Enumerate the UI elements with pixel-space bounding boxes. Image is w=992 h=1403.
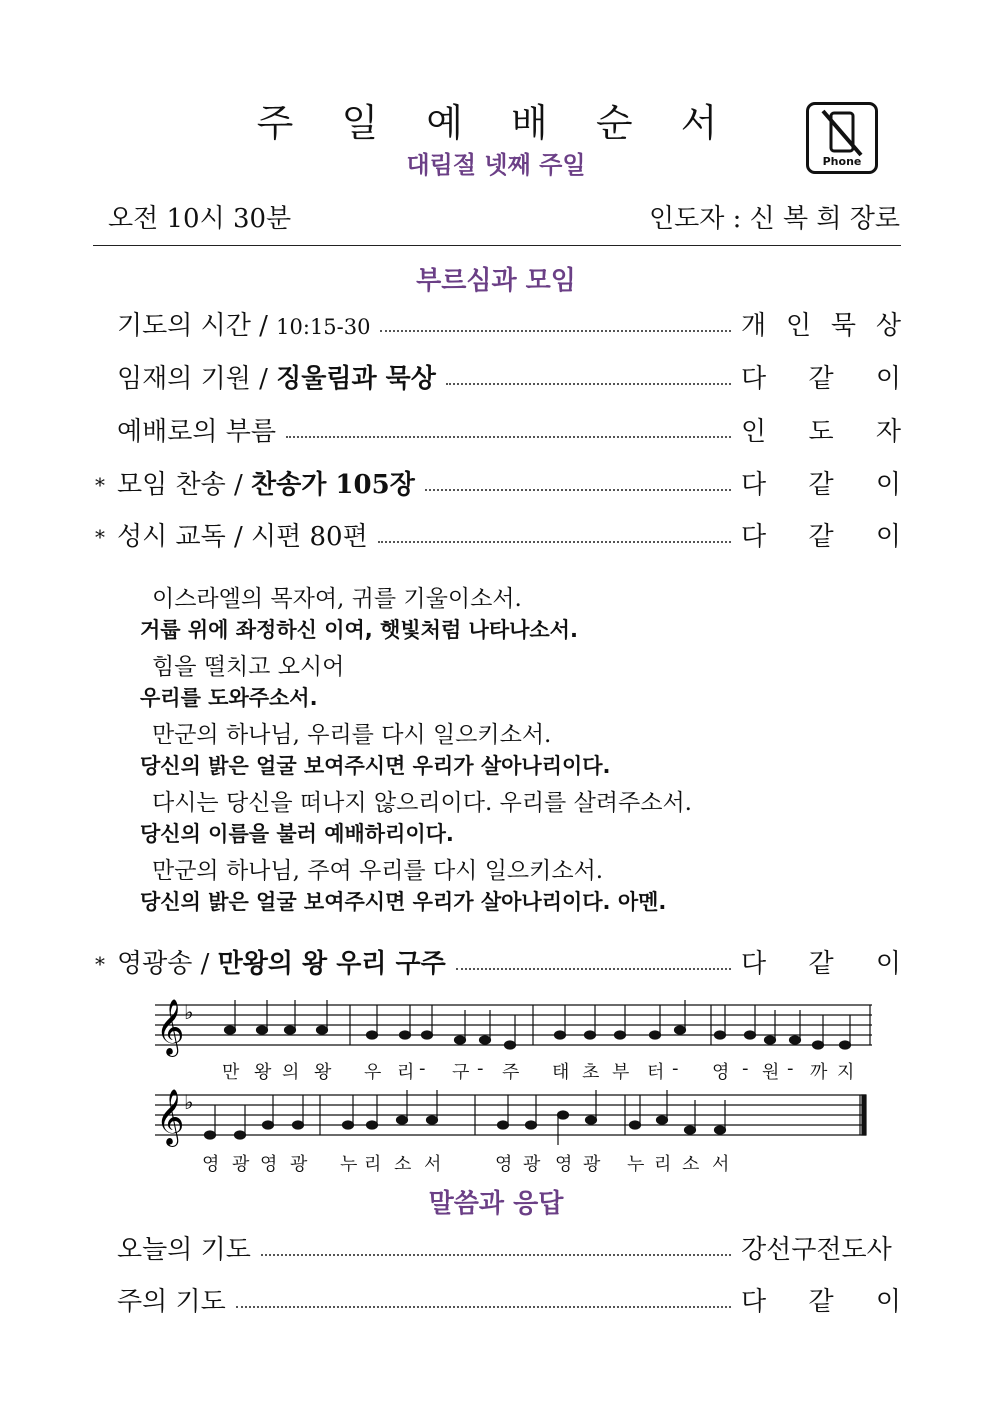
note	[317, 1026, 328, 1034]
hymn-score	[150, 995, 880, 1175]
page-title: 주 일 예 배 순 서	[256, 101, 736, 145]
psalm-line-people: 우리를 도와주소서.	[140, 686, 318, 710]
note	[285, 1026, 296, 1034]
order-item-responder: 개 인 묵 상	[741, 311, 901, 341]
lyric-syllable: 광	[583, 1154, 601, 1175]
psalm-line-leader: 만군의 하나님, 주여 우리를 다시 일으키소서.	[152, 858, 604, 884]
note	[558, 1111, 569, 1119]
psalm-line-leader: 만군의 하나님, 우리를 다시 일으키소서.	[152, 722, 552, 748]
lyric-syllable: 누	[627, 1154, 645, 1175]
note	[367, 1031, 378, 1039]
note	[685, 1126, 696, 1134]
note	[225, 1026, 236, 1034]
lyric-syllable: 주	[502, 1062, 520, 1083]
psalm-line-people: 당신의 이름을 불러 예배하리이다.	[140, 822, 454, 846]
note	[615, 1031, 626, 1039]
order-item-title: 만왕의 왕 우리 구주	[217, 949, 446, 979]
order-item-label: 임재의 기원 / 징울림과 묵상	[117, 364, 436, 394]
page-subtitle: 대림절 넷째 주일	[406, 151, 586, 179]
lyric-syllable: 소	[394, 1154, 412, 1175]
standing-marker: *	[95, 952, 105, 976]
flat-sign: ♭	[184, 1000, 194, 1024]
note	[343, 1121, 354, 1129]
order-item-responder: 인 도 자	[741, 417, 901, 447]
note	[263, 1121, 274, 1129]
lyric-syllable: 리	[364, 1154, 382, 1175]
lyric-syllable: 리	[397, 1062, 415, 1083]
note	[205, 1131, 216, 1139]
order-item-word-1	[95, 1278, 901, 1318]
lyric-syllable: 영	[495, 1154, 513, 1175]
flat-sign: ♭	[184, 1090, 194, 1114]
note	[505, 1041, 516, 1049]
dot-leader	[286, 436, 731, 438]
note	[650, 1031, 661, 1039]
lyric-syllable: 서	[424, 1154, 442, 1175]
no-phone-icon	[806, 102, 878, 174]
phone-label: Phone	[822, 155, 862, 168]
standing-marker: *	[95, 473, 105, 497]
lyric-syllable: 영	[202, 1154, 220, 1175]
note	[813, 1041, 824, 1049]
dot-leader	[236, 1306, 731, 1308]
lyric-syllable: 리	[654, 1154, 672, 1175]
note	[367, 1121, 378, 1129]
dot-leader	[378, 541, 731, 543]
order-item-calling-3	[95, 461, 901, 501]
dot-leader	[380, 330, 731, 332]
psalm-line-leader: 힘을 떨치고 오시어	[152, 654, 345, 680]
note	[293, 1121, 304, 1129]
order-item-label: 성시 교독 / 시편 80편	[117, 522, 368, 552]
psalm-line-people: 당신의 밝은 얼굴 보여주시면 우리가 살아나리이다.	[140, 754, 611, 778]
service-leader: 인도자 : 신 복 희 장로	[648, 204, 900, 234]
note	[422, 1031, 433, 1039]
note	[427, 1116, 438, 1124]
note	[586, 1116, 597, 1124]
lyric-syllable: 왕	[254, 1062, 272, 1083]
order-item-label: 주의 기도	[117, 1287, 226, 1317]
lyric-syllable: 만	[222, 1062, 240, 1083]
section-title-word: 말씀과 응답	[428, 1189, 564, 1219]
note	[526, 1121, 537, 1129]
standing-marker: *	[95, 525, 105, 549]
note	[745, 1031, 756, 1039]
note	[765, 1036, 776, 1044]
header-divider	[93, 245, 901, 246]
lyric-syllable: 누	[340, 1154, 358, 1175]
order-item-responder: 다 같 이	[741, 949, 901, 979]
note	[480, 1036, 491, 1044]
lyric-syllable: 영	[260, 1154, 278, 1175]
order-item-title: 징울림과 묵상	[276, 364, 436, 394]
lyric-syllable: 지	[837, 1062, 855, 1083]
lyric-syllable: 왕	[314, 1062, 332, 1083]
order-item-responder: 다 같 이	[741, 522, 901, 552]
order-item-calling-0	[95, 302, 901, 342]
order-item-label: 모임 찬송 / 찬송가 105장	[117, 470, 415, 500]
order-item-gloria	[95, 940, 901, 980]
dot-leader	[425, 489, 731, 491]
treble-clef: 𝄞	[156, 999, 185, 1055]
note	[455, 1036, 466, 1044]
note	[840, 1041, 851, 1049]
note	[235, 1131, 246, 1139]
lyric-syllable: 원	[762, 1062, 780, 1083]
lyric-syllable: 초	[582, 1062, 600, 1083]
note	[630, 1121, 641, 1129]
note	[715, 1031, 726, 1039]
order-item-calling-1	[95, 355, 901, 395]
psalm-line-people: 당신의 밝은 얼굴 보여주시면 우리가 살아나리이다. 아멘.	[140, 890, 667, 914]
dot-leader	[446, 383, 731, 385]
lyric-syllable: 우	[364, 1062, 382, 1083]
dot-leader	[456, 968, 731, 970]
lyric-syllable: 광	[523, 1154, 541, 1175]
order-item-word-0	[95, 1226, 901, 1266]
order-item-responder: 다 같 이	[741, 364, 901, 394]
order-item-label: 영광송 / 만왕의 왕 우리 구주	[117, 949, 446, 979]
order-item-title: 찬송가 105장	[251, 470, 415, 500]
order-item-responder: 다 같 이	[741, 470, 901, 500]
note	[257, 1026, 268, 1034]
lyric-syllable: 영	[712, 1062, 730, 1083]
order-item-calling-2	[95, 408, 901, 448]
lyric-syllable: 영	[555, 1154, 573, 1175]
lyric-syllable: 까	[810, 1062, 828, 1083]
treble-clef: 𝄞	[156, 1089, 185, 1145]
section-title-calling: 부르심과 모임	[416, 266, 576, 296]
psalm-line-people: 거룹 위에 좌정하신 이여, 햇빛처럼 나타나소서.	[140, 618, 578, 642]
note	[400, 1031, 411, 1039]
lyric-syllable: -	[672, 1058, 679, 1079]
lyric-syllable: 광	[290, 1154, 308, 1175]
note	[585, 1031, 596, 1039]
note	[397, 1116, 408, 1124]
order-item-time: 10:15-30	[276, 315, 371, 339]
note	[675, 1026, 686, 1034]
lyric-syllable: 부	[612, 1062, 630, 1083]
note	[498, 1121, 509, 1129]
note	[790, 1036, 801, 1044]
lyric-syllable: 의	[282, 1062, 300, 1083]
lyric-syllable: -	[477, 1058, 484, 1079]
lyric-syllable: 소	[682, 1154, 700, 1175]
lyric-syllable: 태	[552, 1062, 570, 1083]
note	[657, 1116, 668, 1124]
psalm-line-leader: 다시는 당신을 떠나지 않으리이다. 우리를 살려주소서.	[152, 790, 692, 816]
lyric-syllable: 구	[452, 1062, 470, 1083]
order-item-label: 기도의 시간 / 10:15-30	[117, 311, 371, 341]
psalm-line-leader: 이스라엘의 목자여, 귀를 기울이소서.	[152, 586, 522, 612]
lyric-syllable: -	[742, 1058, 749, 1079]
order-item-calling-4	[95, 513, 901, 553]
lyric-syllable: 광	[232, 1154, 250, 1175]
service-time: 오전 10시 30분	[108, 204, 292, 234]
lyric-syllable: 서	[712, 1154, 730, 1175]
order-item-label: 예배로의 부름	[117, 417, 276, 447]
order-item-responder: 다 같 이	[741, 1287, 901, 1317]
order-item-responder: 강선구전도사	[741, 1235, 892, 1265]
note	[555, 1031, 566, 1039]
order-item-label: 오늘의 기도	[117, 1235, 251, 1265]
note	[715, 1126, 726, 1134]
lyric-syllable: -	[419, 1058, 426, 1079]
lyric-syllable: -	[787, 1058, 794, 1079]
final-bar	[862, 1095, 866, 1135]
dot-leader	[261, 1254, 731, 1256]
lyric-syllable: 터	[647, 1062, 665, 1083]
